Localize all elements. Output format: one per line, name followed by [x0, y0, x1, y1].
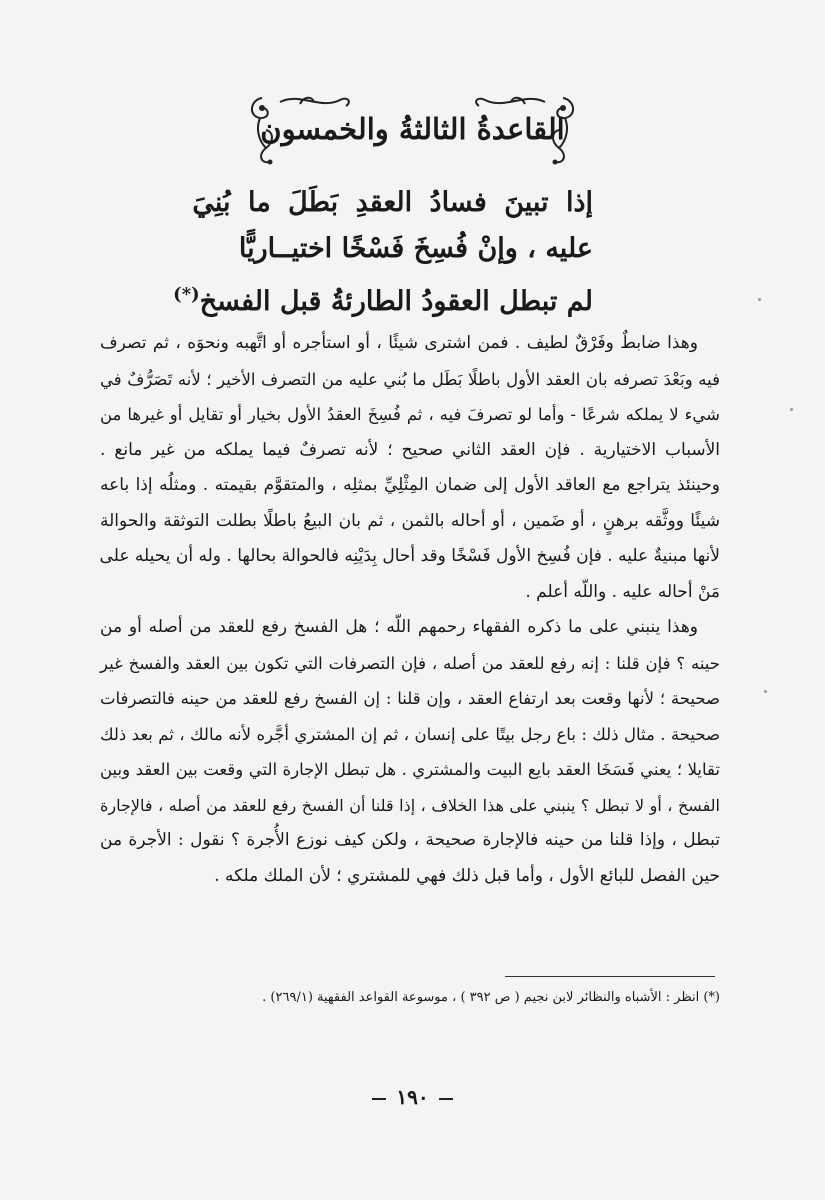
rule-title: القاعدةُ الثالثةُ والخمسون	[260, 112, 565, 146]
dash-left	[439, 1098, 453, 1100]
rule-statement	[173, 180, 593, 325]
text-line: الأسباب الاختيارية . فإن العقد الثاني صحيح ؛ لأنه تصرفٌ فيما يملكه من غير مانع .	[100, 439, 720, 460]
text-line: حين الفصل للبائع الأول ، وأما قبل ذلك فهي للمشتري ؛ لأن الملك ملكه .	[214, 865, 720, 886]
body-text	[100, 326, 720, 894]
text-line: صحيحة ؛ لأنها وقعت بعد ارتفاع العقد ، وإن قلنا : إن الفسخ رفع للعقد من حينه فالتصرفات	[100, 689, 720, 708]
text-line: تقايلا ؛ يعني فَسَخَا العقد بايع البيت والمشتري . هل تبطل الإجارة التي وقعت بين العقد وبين	[100, 760, 720, 779]
paragraph-1	[100, 326, 720, 610]
text-line: تبطل ، وإذا قلنا من حينه فالإجارة صحيحة ، ولكن كيف نوزع الأُجرة ؟ نقول : الأجرة من	[100, 830, 720, 850]
dash-right	[372, 1098, 386, 1100]
text-line: شيء لا يملكه شرعًا - وأما لو تصرفَ فيه ، ثم فُسِخَ العقدُ الأول بخيار أو تقايل أو غيرها من	[100, 405, 720, 424]
chapter-title-ornament	[240, 88, 585, 168]
text-line: وحينئذ يتراجع مع العاقد الأول إلى ضمان المِثْلِيِّ بمثلِه ، والمتقوَّم بقيمته . ومثلُه إذا باعه	[100, 475, 720, 495]
text-line: صحيحة . مثال ذلك : باع رجل بيتًا على إنسان ، ثم إن المشتري أجَّره لأنه مالك ، ثم بعد ذلك	[100, 724, 720, 744]
scan-speck	[790, 408, 793, 411]
footnote-divider	[505, 976, 715, 977]
text-line: وهذا ينبني على ما ذكره الفقهاء رحمهم اللّه ؛ هل الفسخ رفع للعقد من أصله أو من	[100, 617, 698, 637]
footnote: (*) انظر : الأشباه والنظائر لابن نجيم ( ص ٣٩٢ ) ، موسوعة القواعد الفقهية (٢٦٩/١) .	[262, 990, 720, 1005]
text-line: حينه ؟ فإن قلنا : إنه رفع للعقد من أصله ، فإن التصرفات التي تكون بين العقد والفسخ غير	[100, 653, 720, 673]
rule-line-1: إذا تبينَ فسادُ العقدِ بَطَلَ ما بُنِيَ	[192, 187, 593, 218]
text-line: شيئًا ووثَّقه برهنٍ ، أو ضَمين ، أو أحاله بالثمن ، ثم بان البيعُ باطلًا بطلت التوثقة والحوالة	[100, 510, 720, 531]
text-line: مَنْ أحاله عليه . واللّه أعلم .	[525, 581, 720, 602]
page-number	[0, 1085, 825, 1109]
page-number-value: ١٩٠	[396, 1085, 429, 1109]
scan-speck	[758, 298, 761, 301]
text-line: لأنها مبنيةٌ عليه . فإن فُسِخ الأول فَسْخًا وقد أحال بِدَيْنِه فالحوالة بحالها . وله أن يحيله على	[99, 546, 720, 566]
footnote-marker: (*)	[173, 284, 200, 305]
paragraph-2	[100, 610, 720, 894]
text-line: الفسخ ، أو لا تبطل ؟ ينبني على هذا الخلاف ، إذا قلنا أن الفسخ رفع للعقد من أصله ، فالإجارة	[100, 795, 720, 815]
rule-line-3-text: لم تبطل العقودُ الطارئةُ قبل الفسخ	[199, 286, 593, 317]
text-line: وهذا ضابطٌ وفَرْقٌ لطيف . فمن اشترى شيئًا ، أو استأجره أو اتَّهبه ونحوَه ، ثم تصرف	[100, 333, 698, 353]
rule-line-2: عليه ، وإنْ فُسِخَ فَسْخًا اختيــاريًّا	[238, 233, 593, 264]
text-line: فيه وبَعْدَ تصرفه بان العقد الأول باطلًا بَطَل ما بُني عليه من التصرف الأخير ؛ لأنه تَصَرُّفٌ في	[100, 369, 720, 389]
rule-line-3	[173, 272, 593, 325]
scan-speck	[764, 690, 767, 693]
